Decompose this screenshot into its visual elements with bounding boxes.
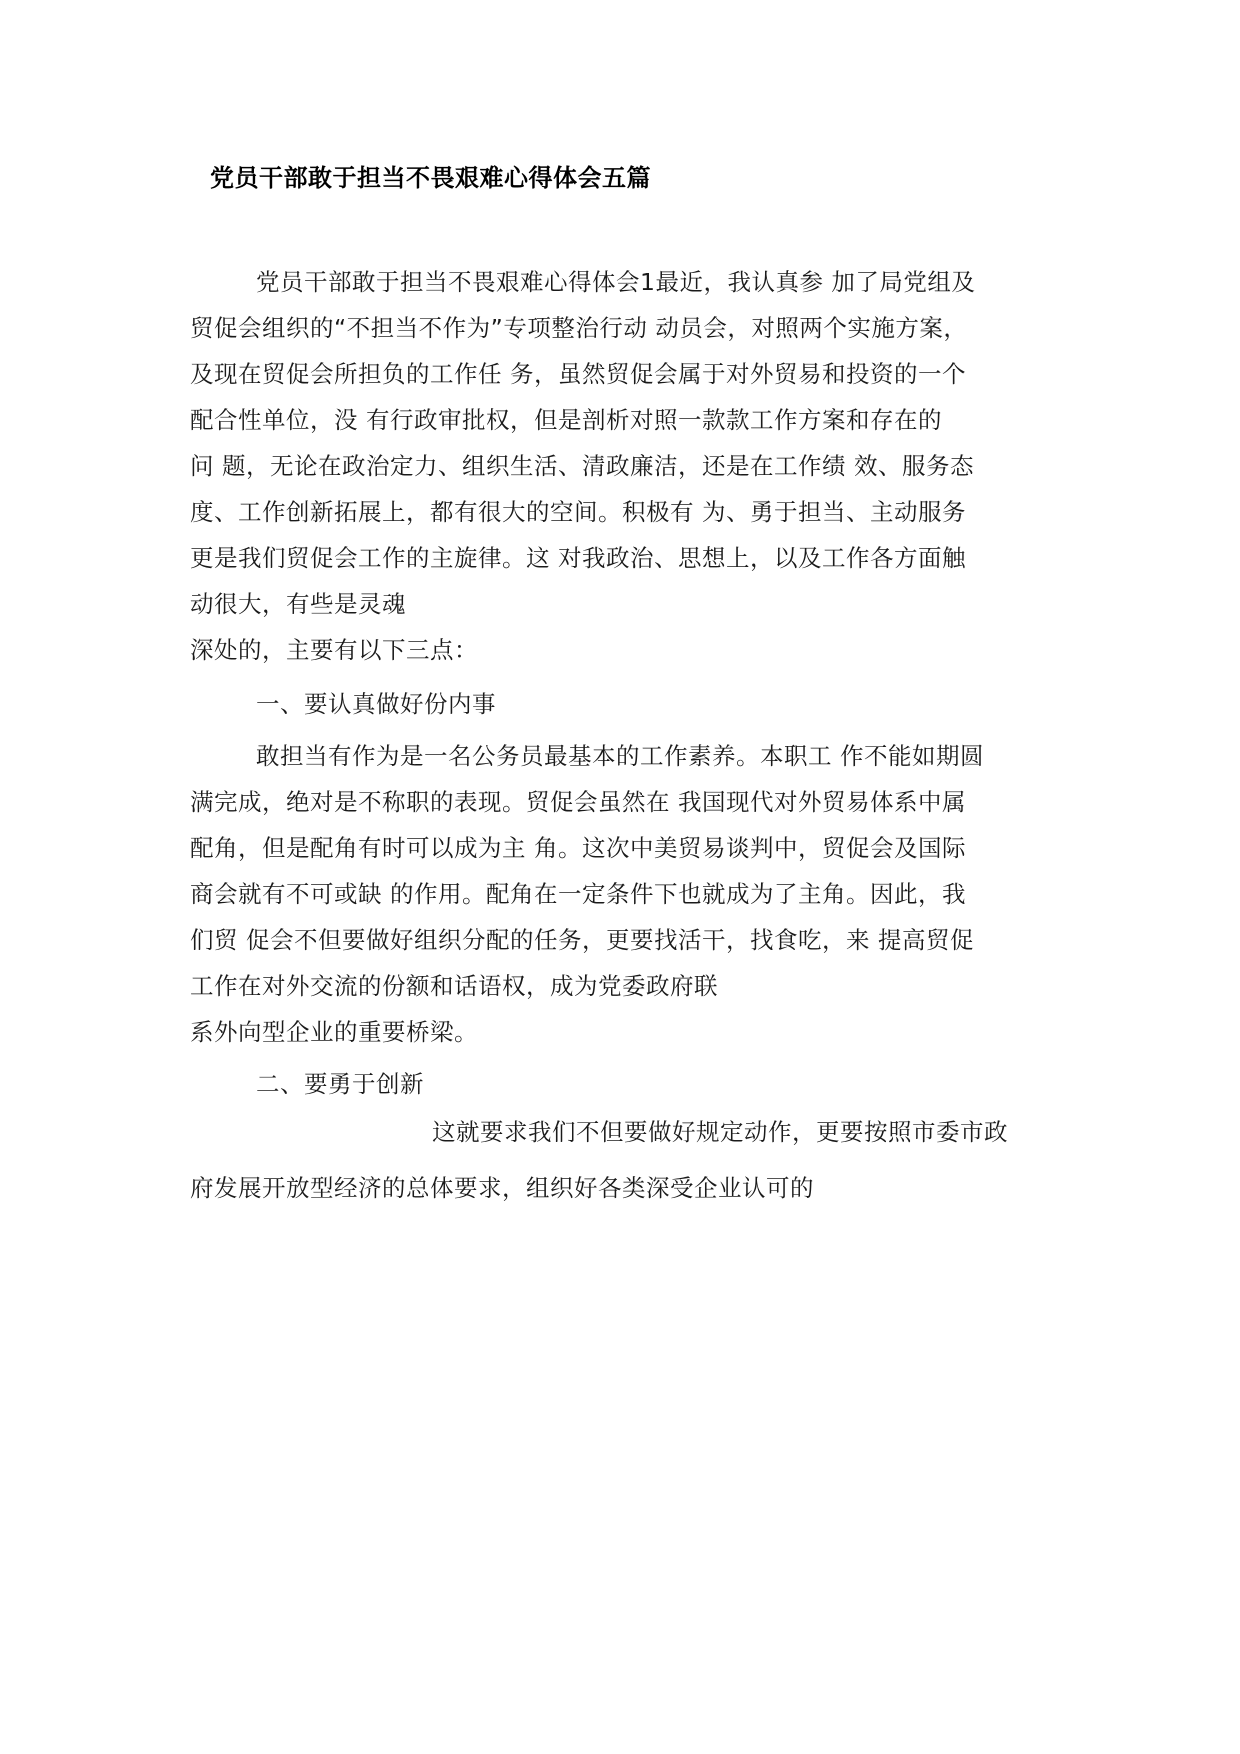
body-line: 系外向型企业的重要桥梁。 (190, 1018, 478, 1046)
body-line: 深处的，主要有以下三点： (190, 636, 478, 664)
body-line: 问 题，无论在政治定力、组织生活、清政廉洁，还是在工作绩 效、服务态 (190, 452, 974, 480)
section-heading: 二、要勇于创新 (256, 1070, 424, 1098)
body-line: 党员干部敢于担当不畏艰难心得体会1最近，我认真参 加了局党组及 (256, 268, 976, 296)
body-line: 们贸 促会不但要做好组织分配的任务，更要找活干，找食吃，来 提高贸促 (190, 926, 974, 954)
body-line: 动很大，有些是灵魂 (190, 590, 406, 618)
body-line: 这就要求我们不但要做好规定动作，更要按照市委市政 (432, 1118, 1008, 1146)
body-line: 及现在贸促会所担负的工作任 务，虽然贸促会属于对外贸易和投资的一个 (190, 360, 966, 388)
body-line: 更是我们贸促会工作的主旋律。这 对我政治、思想上，以及工作各方面触 (190, 544, 966, 572)
body-line: 工作在对外交流的份额和话语权，成为党委政府联 (190, 972, 718, 1000)
body-line: 配角，但是配角有时可以成为主 角。这次中美贸易谈判中，贸促会及国际 (190, 834, 966, 862)
body-line: 府发展开放型经济的总体要求，组织好各类深受企业认可的 (190, 1174, 814, 1202)
body-line: 配合性单位，没 有行政审批权，但是剖析对照一款款工作方案和存在的 (190, 406, 942, 434)
body-line: 贸促会组织的“不担当不作为”专项整治行动 动员会，对照两个实施方案， (190, 314, 968, 342)
body-line: 满完成，绝对是不称职的表现。贸促会虽然在 我国现代对外贸易体系中属 (190, 788, 966, 816)
document-title: 党员干部敢于担当不畏艰难心得体会五篇 (210, 164, 651, 192)
body-line: 敢担当有作为是一名公务员最基本的工作素养。本职工 作不能如期圆 (256, 742, 984, 770)
section-heading: 一、要认真做好份内事 (256, 690, 496, 718)
body-line: 商会就有不可或缺 的作用。配角在一定条件下也就成为了主角。因此，我 (190, 880, 966, 908)
body-line: 度、工作创新拓展上，都有很大的空间。积极有 为、勇于担当、主动服务 (190, 498, 966, 526)
